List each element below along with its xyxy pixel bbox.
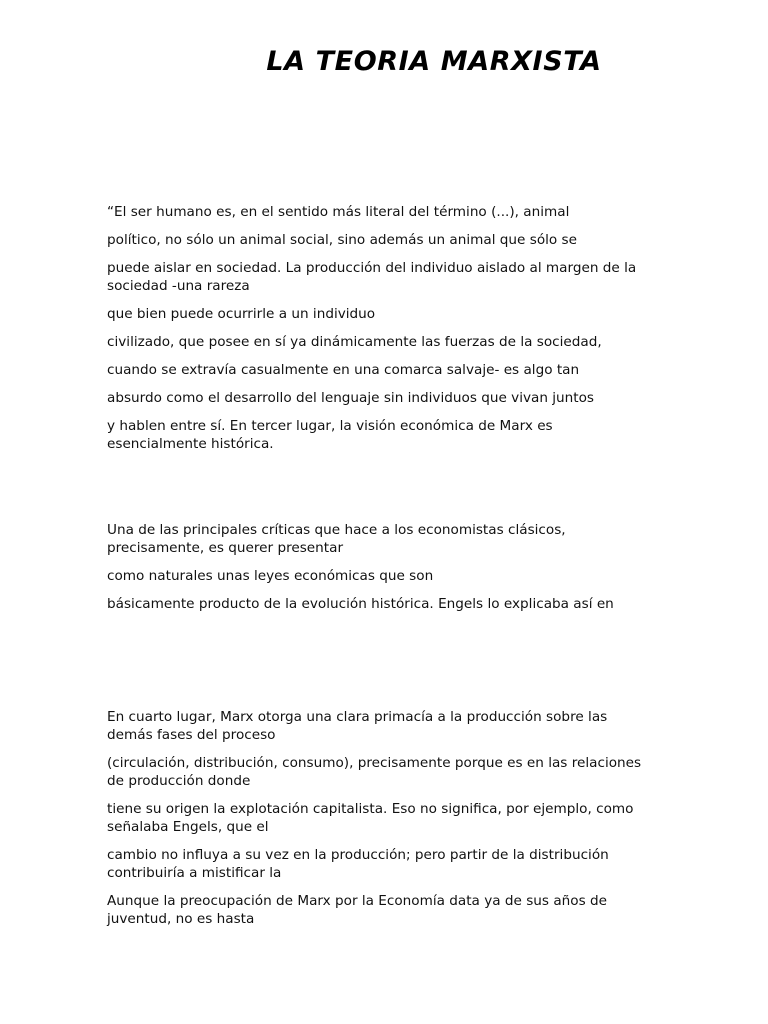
text-line: civilizado, que posee en sí ya dinámicamente las fuerzas de la sociedad, (107, 334, 602, 350)
text-line: (circulación, distribución, consumo), precisamente porque es en las relaciones de producción donde (107, 755, 642, 789)
text-line: Aunque la preocupación de Marx por la Economía data ya de sus años de juventud, no es hasta (107, 893, 607, 927)
text-line: cambio no influya a su vez en la producción; pero partir de la distribución contribuiría a mistificar la (107, 847, 609, 881)
text-line: básicamente producto de la evolución histórica. Engels lo explicaba así en (107, 596, 614, 612)
text-line: “El ser humano es, en el sentido más literal del término (...), animal (107, 204, 570, 220)
paragraph-3 (107, 708, 655, 938)
text-line: Una de las principales críticas que hace a los economistas clásicos, precisamente, es querer presentar (107, 522, 566, 556)
text-line: En cuarto lugar, Marx otorga una clara primacía a la producción sobre las demás fases del proceso (107, 709, 608, 743)
text-line: absurdo como el desarrollo del lenguaje sin individuos que vivan juntos (107, 390, 595, 406)
paragraph-1 (107, 203, 655, 463)
text-line: puede aislar en sociedad. La producción del individuo aislado al margen de la sociedad -una rareza (107, 260, 637, 294)
text-line: como naturales unas leyes económicas que son (107, 568, 434, 584)
page-title: LA TEORIA MARXISTA (266, 46, 602, 77)
text-line: y hablen entre sí. En tercer lugar, la visión económica de Marx es esencialmente histórica. (107, 418, 553, 452)
text-line: tiene su origen la explotación capitalista. Eso no significa, por ejemplo, como señalaba Engels, que el (107, 801, 634, 835)
paragraph-2 (107, 521, 655, 623)
text-line: político, no sólo un animal social, sino además un animal que sólo se (107, 232, 577, 248)
text-line: que bien puede ocurrirle a un individuo (107, 306, 376, 322)
text-line: cuando se extravía casualmente en una comarca salvaje- es algo tan (107, 362, 580, 378)
